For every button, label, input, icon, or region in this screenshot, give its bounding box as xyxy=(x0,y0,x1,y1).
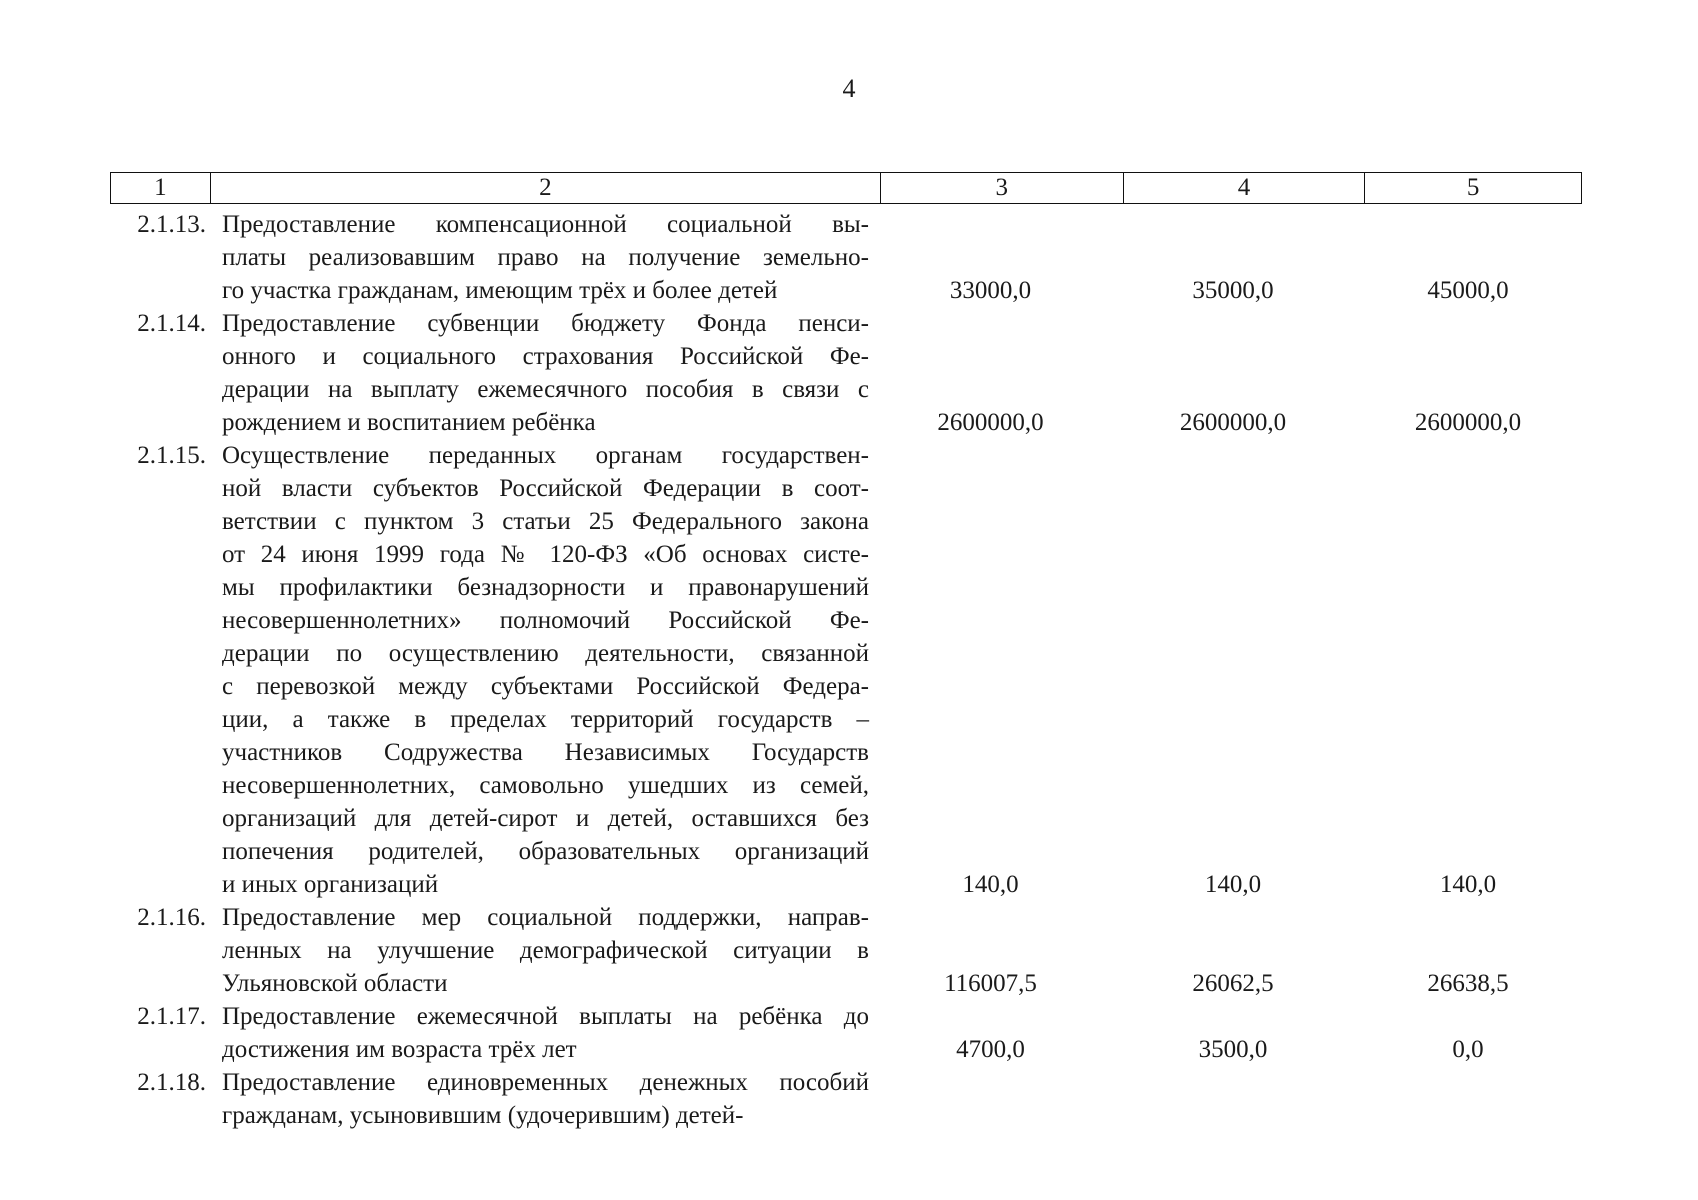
row-description xyxy=(210,307,869,439)
value-col5: 0,0 xyxy=(1452,1036,1484,1063)
table-row xyxy=(110,1066,1582,1132)
value-col3: 2600000,0 xyxy=(937,409,1044,436)
description-line: ции, а также в пределах территорий государств – xyxy=(222,706,869,733)
row-description xyxy=(210,901,869,1000)
row-number: 2.1.14. xyxy=(137,310,206,337)
header-col-2: 2 xyxy=(211,173,881,203)
description-line: несовершеннолетних, самовольно ушедших из семей, xyxy=(222,772,869,799)
value-col3: 33000,0 xyxy=(949,277,1032,304)
description-line: участников Содружества Независимых Государств xyxy=(222,739,869,766)
description-line: достижения им возраста трёх лет xyxy=(222,1036,577,1063)
description-line: с перевозкой между субъектами Российской Федера- xyxy=(222,673,869,700)
description-line: организаций для детей-сирот и детей, оставшихся без xyxy=(222,805,869,832)
row-number: 2.1.15. xyxy=(137,442,206,469)
value-col3: 4700,0 xyxy=(956,1036,1025,1063)
header-col-4: 4 xyxy=(1124,173,1366,203)
header-col-3: 3 xyxy=(881,173,1124,203)
description-line: Ульяновской области xyxy=(222,970,448,997)
row-description xyxy=(210,208,869,307)
table-row xyxy=(110,1000,1582,1066)
row-description xyxy=(210,439,869,901)
value-col4: 2600000,0 xyxy=(1179,409,1287,436)
table-row xyxy=(110,901,1582,1000)
description-line: платы реализовавшим право на получение земельно- xyxy=(222,244,869,271)
description-line: несовершеннолетних» полномочий Российской Фе- xyxy=(222,607,869,634)
value-col5: 2600000,0 xyxy=(1414,409,1522,436)
row-number: 2.1.16. xyxy=(137,904,206,931)
description-line: Предоставление мер социальной поддержки, направ- xyxy=(222,904,869,931)
table-row xyxy=(110,208,1582,307)
page-number: 4 xyxy=(842,74,856,103)
description-line: ной власти субъектов Российской Федерации в соот- xyxy=(222,475,869,502)
row-description xyxy=(210,1000,869,1066)
value-col5: 26638,5 xyxy=(1427,970,1509,997)
description-line: Предоставление ежемесячной выплаты на ребёнка до xyxy=(222,1003,869,1030)
value-col5: 45000,0 xyxy=(1427,277,1509,304)
value-col3: 140,0 xyxy=(962,871,1019,898)
row-number: 2.1.13. xyxy=(137,211,206,238)
description-line: ленных на улучшение демографической ситуации в xyxy=(222,937,869,964)
value-col4: 3500,0 xyxy=(1198,1036,1268,1063)
description-line: ветствии с пунктом 3 статьи 25 Федерального закона xyxy=(222,508,869,535)
description-line: мы профилактики безнадзорности и правонарушений xyxy=(222,574,869,601)
value-col3: 116007,5 xyxy=(944,970,1037,997)
description-line: рождением и воспитанием ребёнка xyxy=(222,409,596,436)
description-line: дерации по осуществлению деятельности, связанной xyxy=(222,640,869,667)
description-line: гражданам, усыновившим (удочерившим) детей- xyxy=(222,1102,744,1129)
description-line: го участка гражданам, имеющим трёх и более детей xyxy=(222,277,778,304)
description-line: дерации на выплату ежемесячного пособия в связи с xyxy=(222,376,869,403)
description-line: от 24 июня 1999 года № 120-ФЗ «Об основах систе- xyxy=(222,541,869,568)
header-col-5: 5 xyxy=(1466,174,1480,201)
description-line: Осуществление переданных органам государствен- xyxy=(222,442,869,469)
table-row xyxy=(110,439,1582,901)
description-line: Предоставление единовременных денежных пособий xyxy=(222,1069,869,1096)
description-line: Предоставление субвенции бюджету Фонда пенси- xyxy=(222,310,869,337)
description-line: Предоставление компенсационной социальной вы- xyxy=(222,211,869,238)
row-number: 2.1.18. xyxy=(137,1069,206,1096)
value-col4: 35000,0 xyxy=(1192,277,1274,304)
description-line: попечения родителей, образовательных организаций xyxy=(222,838,869,865)
description-line: и иных организаций xyxy=(222,871,439,898)
header-col-1: 1 xyxy=(111,173,211,203)
table-row xyxy=(110,307,1582,439)
table-body xyxy=(110,208,1582,1132)
table-header-row xyxy=(110,172,1582,204)
row-number: 2.1.17. xyxy=(137,1003,206,1030)
value-col5: 140,0 xyxy=(1439,871,1497,898)
row-description xyxy=(210,1066,869,1132)
value-col4: 140,0 xyxy=(1204,871,1262,898)
value-col4: 26062,5 xyxy=(1192,970,1274,997)
description-line: онного и социального страхования Российской Фе- xyxy=(222,343,869,370)
